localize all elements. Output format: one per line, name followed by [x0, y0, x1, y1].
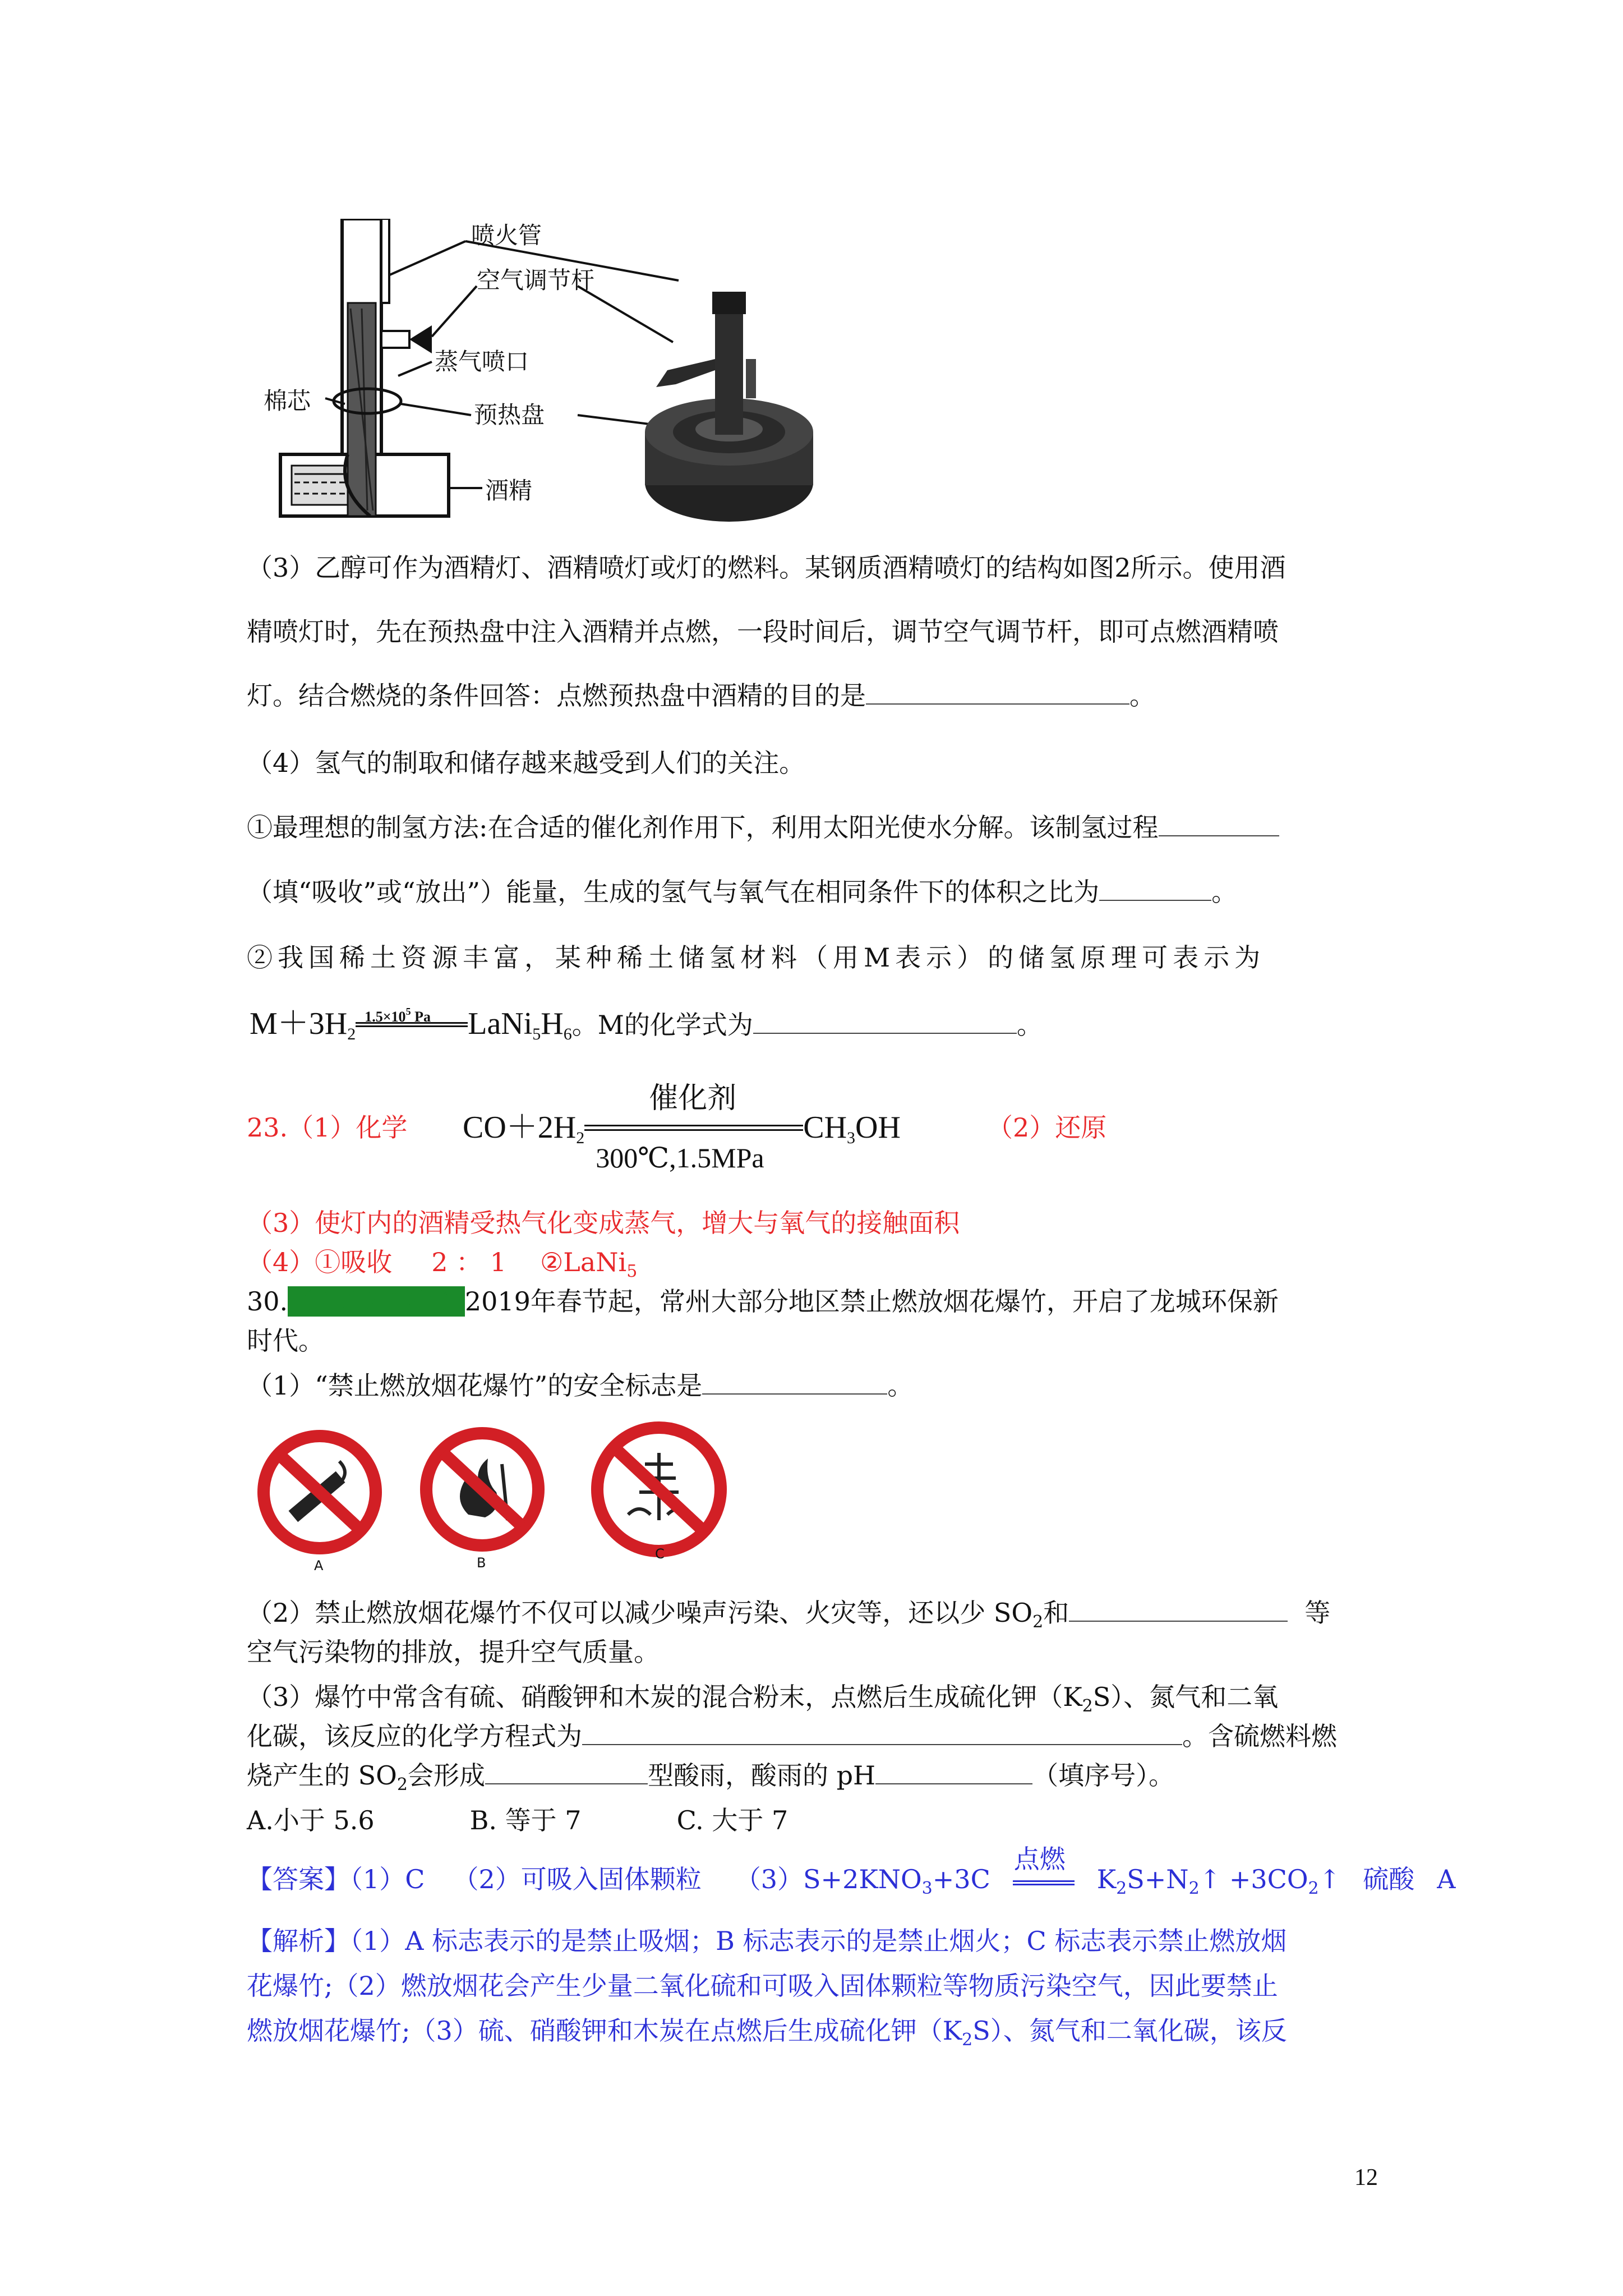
ans30-rhs-k: K [1096, 1864, 1117, 1894]
q4-p1-line2-text: （填“吸收”或“放出”）能量，生成的氢气与氧气在相同条件下的体积之比为 [247, 877, 1100, 907]
q30-p3-line2-end: 。含硫燃料燃 [1182, 1721, 1337, 1751]
ans30-a1: （1）C [350, 1864, 425, 1894]
q3-line3-end: 。 [1129, 680, 1155, 711]
q3-line3 [247, 679, 1155, 712]
ans23-part2: （2）还原 [987, 1112, 1107, 1143]
q4-energy-blank[interactable] [1159, 811, 1279, 836]
ans23-line3: （3）使灯内的酒精受热气化变成蒸气，增大与氧气的接触面积 [247, 1208, 960, 1238]
q30-p2-end: 等 [1304, 1598, 1331, 1628]
ans23-line4-b: 2 ： 1 [431, 1247, 507, 1277]
q4-equation [250, 1004, 1043, 1054]
ans30-a3-mid: +3C [932, 1864, 990, 1894]
ans30-a4: 硫酸 [1363, 1864, 1415, 1894]
q3-line1: （3）乙醇可作为酒精灯、酒精喷灯或灯的燃料。某钢质酒精喷灯的结构如图2所示。使用酒 [247, 553, 1286, 583]
q30-options [247, 1803, 788, 1837]
ans23-eq-cond-top: 催化剂 [649, 1082, 737, 1116]
ans23-eq-rhs: CH [803, 1110, 847, 1145]
q30-p3-line3-sub: 2 [396, 1775, 408, 1795]
q4-eq-arrow [356, 1006, 468, 1038]
analysis30-line3-sub: 2 [962, 2030, 973, 2050]
q4-formula-blank[interactable] [753, 1008, 1017, 1034]
ans30-a3-pre: （3）S+2KNO [735, 1864, 922, 1894]
no-fire-icon [418, 1425, 547, 1554]
sign-no-smoking [255, 1428, 384, 1573]
analysis30-line1-text: （1）A 标志表示的是禁止吸烟；B 标志表示的是禁止烟火；C 标志表示禁止燃放烟 [350, 1926, 1287, 1956]
q4-eq-rhs-sub1: 5 [532, 1025, 541, 1043]
analysis30-line3-text: 燃放烟花爆竹;（3）硫、硝酸钾和木炭在点燃后生成硫化钾（K [247, 2016, 962, 2046]
q30-p2-sub: 2 [1032, 1612, 1044, 1632]
q4-p1-line2 [247, 875, 1237, 909]
q30-p3-line3-d: （填序号）。 [1032, 1760, 1175, 1791]
q4-ratio-blank[interactable] [1099, 875, 1211, 901]
ans30-a3-sub1: 3 [921, 1879, 933, 1898]
analysis30-line3-end: S）、氮气和二氧化碳，该反 [972, 2016, 1287, 2046]
q30-p1 [247, 1369, 913, 1402]
label-wick: 棉芯 [264, 387, 311, 415]
sign-label-b: B [477, 1555, 486, 1571]
q4-eq-cond-unit: Pa [411, 1009, 431, 1025]
ans23-line4 [247, 1245, 637, 1289]
ans23-eq-lhs: CO＋2H [463, 1110, 577, 1145]
q4-p1-line1-text: ①最理想的制氢方法:在合适的催化剂作用下，利用太阳光使水分解。该制氢过程 [247, 812, 1159, 843]
q30-p3-line2 [247, 1719, 1337, 1753]
q3-answer-blank[interactable] [866, 679, 1129, 705]
q30-p3-line1 [247, 1680, 1278, 1723]
ans23-eq-lhs-sub: 2 [576, 1129, 585, 1147]
ans30-arrow-cond: 点燃 [1013, 1844, 1066, 1874]
ans23-line4-c: ②LaNi [540, 1247, 627, 1277]
analysis30-label: 【解析】 [247, 1926, 350, 1956]
q30-line1 [247, 1285, 1279, 1318]
label-preheat-tray: 预热盘 [474, 401, 545, 429]
q30-ph-blank[interactable] [875, 1759, 1032, 1784]
q4-eq-rhs-h: H [541, 1006, 564, 1041]
analysis30-line1 [247, 1924, 1287, 1958]
label-air-rod: 空气调节杆 [477, 266, 595, 294]
q30-number: 30. [247, 1286, 288, 1317]
ans23-eq-cond-bottom: 300℃,1.5MPa [596, 1142, 764, 1174]
analysis30-line3 [247, 2014, 1287, 2057]
no-fireworks-icon [589, 1419, 729, 1559]
ans30-rhs-s: S+N [1127, 1864, 1189, 1894]
q3-line2: 精喷灯时，先在预热盘中注入酒精并点燃，一段时间后，调节空气调节杆，即可点燃酒精喷 [247, 616, 1279, 647]
q30-option-b[interactable]: B. 等于 7 [469, 1805, 582, 1835]
ans30-rhs-sub3: 2 [1308, 1879, 1319, 1898]
q3-line3-text: 灯。结合燃烧的条件回答：点燃预热盘中酒精的目的是 [247, 680, 866, 711]
q4-eq-lhs: M＋3H [250, 1006, 348, 1041]
q4-eq-cond: 1.5×10 [365, 1009, 406, 1025]
q30-p1-text: （1）“禁止燃放烟花爆竹”的安全标志是 [247, 1370, 703, 1401]
label-nozzle: 喷火管 [471, 222, 542, 249]
ans30-rhs-sub2: 2 [1188, 1879, 1200, 1898]
q30-line2: 时代。 [247, 1326, 324, 1356]
sign-no-fire [418, 1425, 547, 1571]
q30-option-a[interactable]: A.小于 5.6 [247, 1805, 375, 1835]
ans30-a2: （2）可吸入固体颗粒 [453, 1864, 702, 1894]
ans30-arrow [990, 1844, 1097, 1893]
sign-label-c: C [655, 1546, 665, 1562]
q4-eq-rhs: LaNi [468, 1006, 533, 1041]
q4-eq-cond-sup: 5 [405, 1006, 411, 1018]
q30-p3-line3-c: 型酸雨，酸雨的 pH [647, 1760, 876, 1791]
ans23-eq-arrow [584, 1082, 803, 1174]
ans23-eq-rhs-end: OH [855, 1110, 901, 1145]
ans23-prefix: 23.（1）化学 [247, 1112, 408, 1143]
q4-eq-rhs-sub2: 6 [563, 1025, 572, 1043]
q30-source-tag: （2019·常州） [288, 1286, 465, 1317]
label-steam-outlet: 蒸气喷口 [435, 348, 529, 375]
q30-p2-line1 [247, 1596, 1330, 1639]
sign-no-fireworks [589, 1419, 729, 1562]
q30-acid-rain-blank[interactable] [485, 1759, 648, 1784]
q30-option-c[interactable]: C. 大于 7 [676, 1805, 789, 1835]
q30-pollutant-blank[interactable] [1069, 1596, 1288, 1622]
q30-p3-line2-text: 化碳，该反应的化学方程式为 [247, 1721, 582, 1751]
ans30-line [247, 1844, 1456, 1906]
ans23-eq-rhs-sub: 3 [847, 1129, 856, 1147]
ans30-rhs-co: ↑ +3CO [1199, 1864, 1308, 1894]
ans23-line4-c-sub: 5 [626, 1262, 638, 1281]
q30-p3-line3 [247, 1759, 1174, 1802]
q4-eq-lhs-sub: 2 [347, 1025, 356, 1043]
q30-p1-end: 。 [887, 1370, 914, 1401]
q4-p2-line1: ②我国稀土资源丰富，某种稀土储氢材料（用M表示）的储氢原理可表示为 [247, 942, 1266, 973]
label-alcohol: 酒精 [485, 477, 533, 504]
ans30-rhs-sub1: 2 [1116, 1879, 1127, 1898]
q30-sign-blank[interactable] [702, 1369, 887, 1395]
q4-eq-tail: 。M的化学式为 [571, 1010, 753, 1040]
q30-p2-text: （2）禁止燃放烟花爆竹不仅可以减少噪声污染、火灾等，还以少 SO [247, 1598, 1033, 1628]
q30-p3-end: S）、氮气和二氧 [1092, 1682, 1279, 1712]
alcohol-burner-figure [264, 219, 824, 533]
q4-p1-line1 [247, 811, 1279, 844]
ans30-rhs-end: ↑ [1318, 1864, 1341, 1894]
q4-intro: （4）氢气的制取和储存越来越受到人们的关注。 [247, 748, 805, 778]
sign-label-a: A [314, 1558, 324, 1573]
page-number: 12 [1354, 2165, 1378, 2191]
q30-p2-line2: 空气污染物的排放，提升空气质量。 [247, 1637, 660, 1667]
q30-p3-text: （3）爆竹中常含有硫、硝酸钾和木炭的混合粉末，点燃后生成硫化钾（K [247, 1682, 1082, 1712]
ans30-a5: A [1437, 1864, 1456, 1894]
q30-p3-sub: 2 [1082, 1696, 1093, 1716]
ans23-line4-a: （4）①吸收 [247, 1247, 393, 1277]
ans23-equation [463, 1082, 901, 1174]
q30-p3-line3-a: 烧产生的 SO [247, 1760, 397, 1791]
q4-eq-tail-end: 。 [1016, 1011, 1043, 1039]
q30-equation-blank[interactable] [582, 1719, 1182, 1745]
analysis30-line2: 花爆竹;（2）燃放烟花会产生少量二氧化硫和可吸入固体颗粒等物质污染空气，因此要禁止 [247, 1971, 1278, 2001]
q30-p2-mid: 和 [1043, 1598, 1069, 1628]
q30-p3-line3-b: 会形成 [407, 1760, 485, 1791]
no-smoking-icon [255, 1428, 384, 1557]
q4-p1-line2-end: 。 [1211, 877, 1238, 907]
ans30-label: 【答案】 [247, 1864, 350, 1894]
q30-line1-text: 2019年春节起，常州大部分地区禁止燃放烟花爆竹，开启了龙城环保新 [464, 1286, 1279, 1317]
